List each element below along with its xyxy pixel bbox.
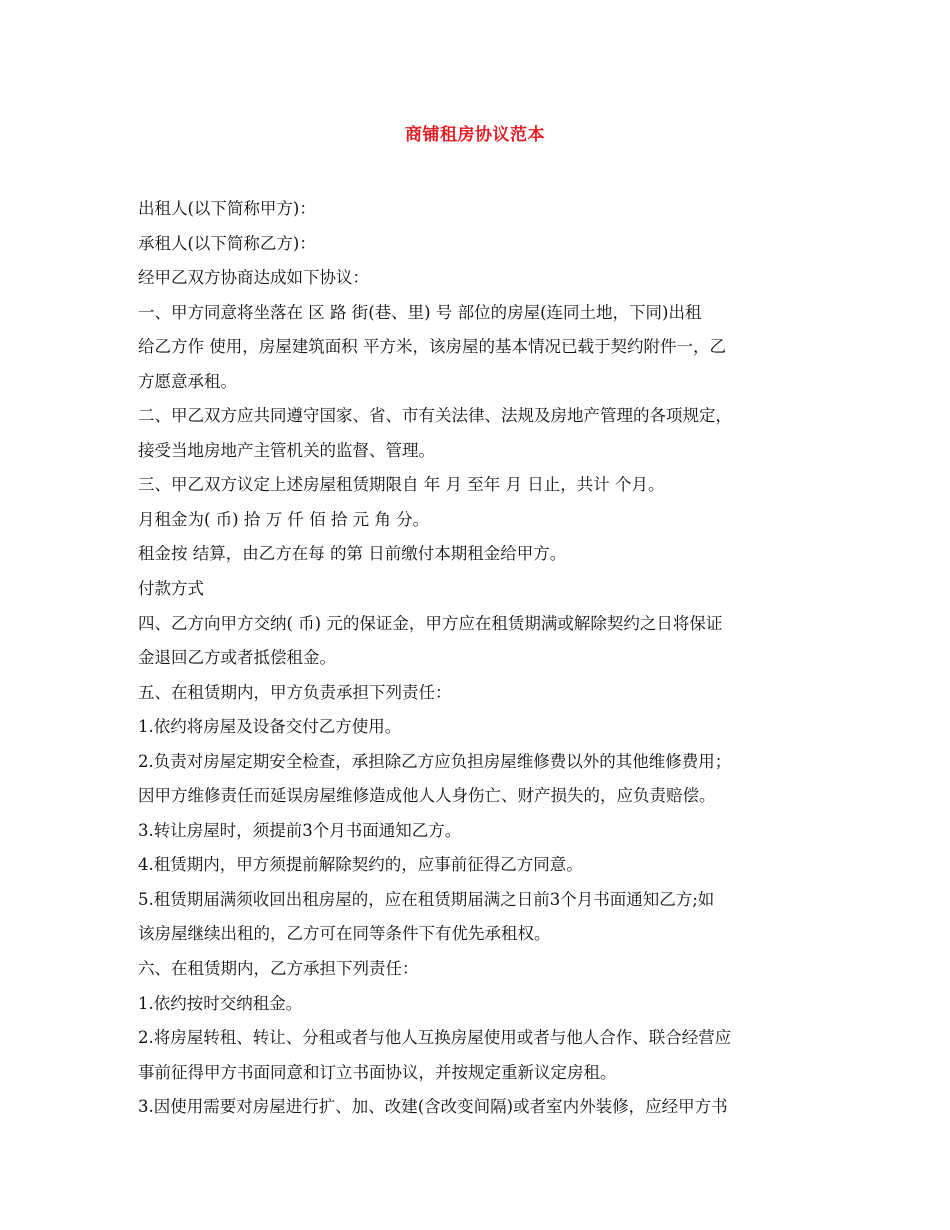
document-line: 金退回乙方或者抵偿租金。 bbox=[138, 648, 336, 668]
document-line: 因甲方维修责任而延误房屋维修造成他人人身伤亡、财产损失的，应负责赔偿。 bbox=[138, 786, 716, 806]
document-line: 1.依约按时交纳租金。 bbox=[138, 993, 303, 1013]
document-line: 经甲乙双方协商达成如下协议： bbox=[138, 268, 369, 288]
document-line: 2.将房屋转租、转让、分租或者与他人互换房屋使用或者与他人合作、联合经营应 bbox=[138, 1028, 732, 1048]
document-line: 4.租赁期内，甲方须提前解除契约的，应事前征得乙方同意。 bbox=[138, 855, 583, 875]
document-line: 方愿意承租。 bbox=[138, 371, 237, 391]
document-title: 商铺租房协议范本 bbox=[405, 125, 545, 145]
document-body bbox=[138, 192, 828, 1125]
document-line: 付款方式 bbox=[138, 579, 204, 599]
document-line: 一、甲方同意将坐落在 区 路 街(巷、里) 号 部位的房屋(连同土地，下同)出租 bbox=[138, 302, 702, 322]
document-line: 承租人(以下简称乙方)： bbox=[138, 233, 316, 253]
document-line: 三、甲乙双方议定上述房屋租赁期限自 年 月 至年 月 日止，共计 个月。 bbox=[138, 475, 665, 495]
document-line: 租金按 结算，由乙方在每 的第 日前缴付本期租金给甲方。 bbox=[138, 544, 567, 564]
document-line: 月租金为( 币) 拾 万 仟 佰 拾 元 角 分。 bbox=[138, 509, 430, 529]
document-line: 给乙方作 使用，房屋建筑面积 平方米，该房屋的基本情况已载于契约附件一，乙 bbox=[138, 337, 726, 357]
document-line: 3.因使用需要对房屋进行扩、加、改建(含改变间隔)或者室内外装修，应经甲方书 bbox=[138, 1097, 728, 1117]
document-line: 四、乙方向甲方交纳( 币) 元的保证金，甲方应在租赁期满或解除契约之日将保证 bbox=[138, 613, 723, 633]
document-line: 1.依约将房屋及设备交付乙方使用。 bbox=[138, 717, 402, 737]
document-line: 五、在租赁期内，甲方负责承担下列责任： bbox=[138, 682, 452, 702]
document-line: 2.负责对房屋定期安全检查，承担除乙方应负担房屋维修费以外的其他维修费用； bbox=[138, 751, 732, 771]
document-line: 3.转让房屋时，须提前3个月书面通知乙方。 bbox=[138, 820, 462, 840]
document-line: 二、甲乙双方应共同遵守国家、省、市有关法律、法规及房地产管理的各项规定， bbox=[138, 406, 732, 426]
document-line: 出租人(以下简称甲方)： bbox=[138, 199, 316, 218]
document-line: 该房屋继续出租的，乙方可在同等条件下有优先承租权。 bbox=[138, 924, 551, 944]
document-line: 事前征得甲方书面同意和订立书面协议，并按规定重新议定房租。 bbox=[138, 1062, 617, 1082]
document-line: 接受当地房地产主管机关的监督、管理。 bbox=[138, 440, 435, 460]
document-line: 六、在租赁期内，乙方承担下列责任： bbox=[138, 959, 419, 979]
document-line: 5.租赁期届满须收回出租房屋的，应在租赁期届满之日前3个月书面通知乙方;如 bbox=[138, 889, 715, 909]
